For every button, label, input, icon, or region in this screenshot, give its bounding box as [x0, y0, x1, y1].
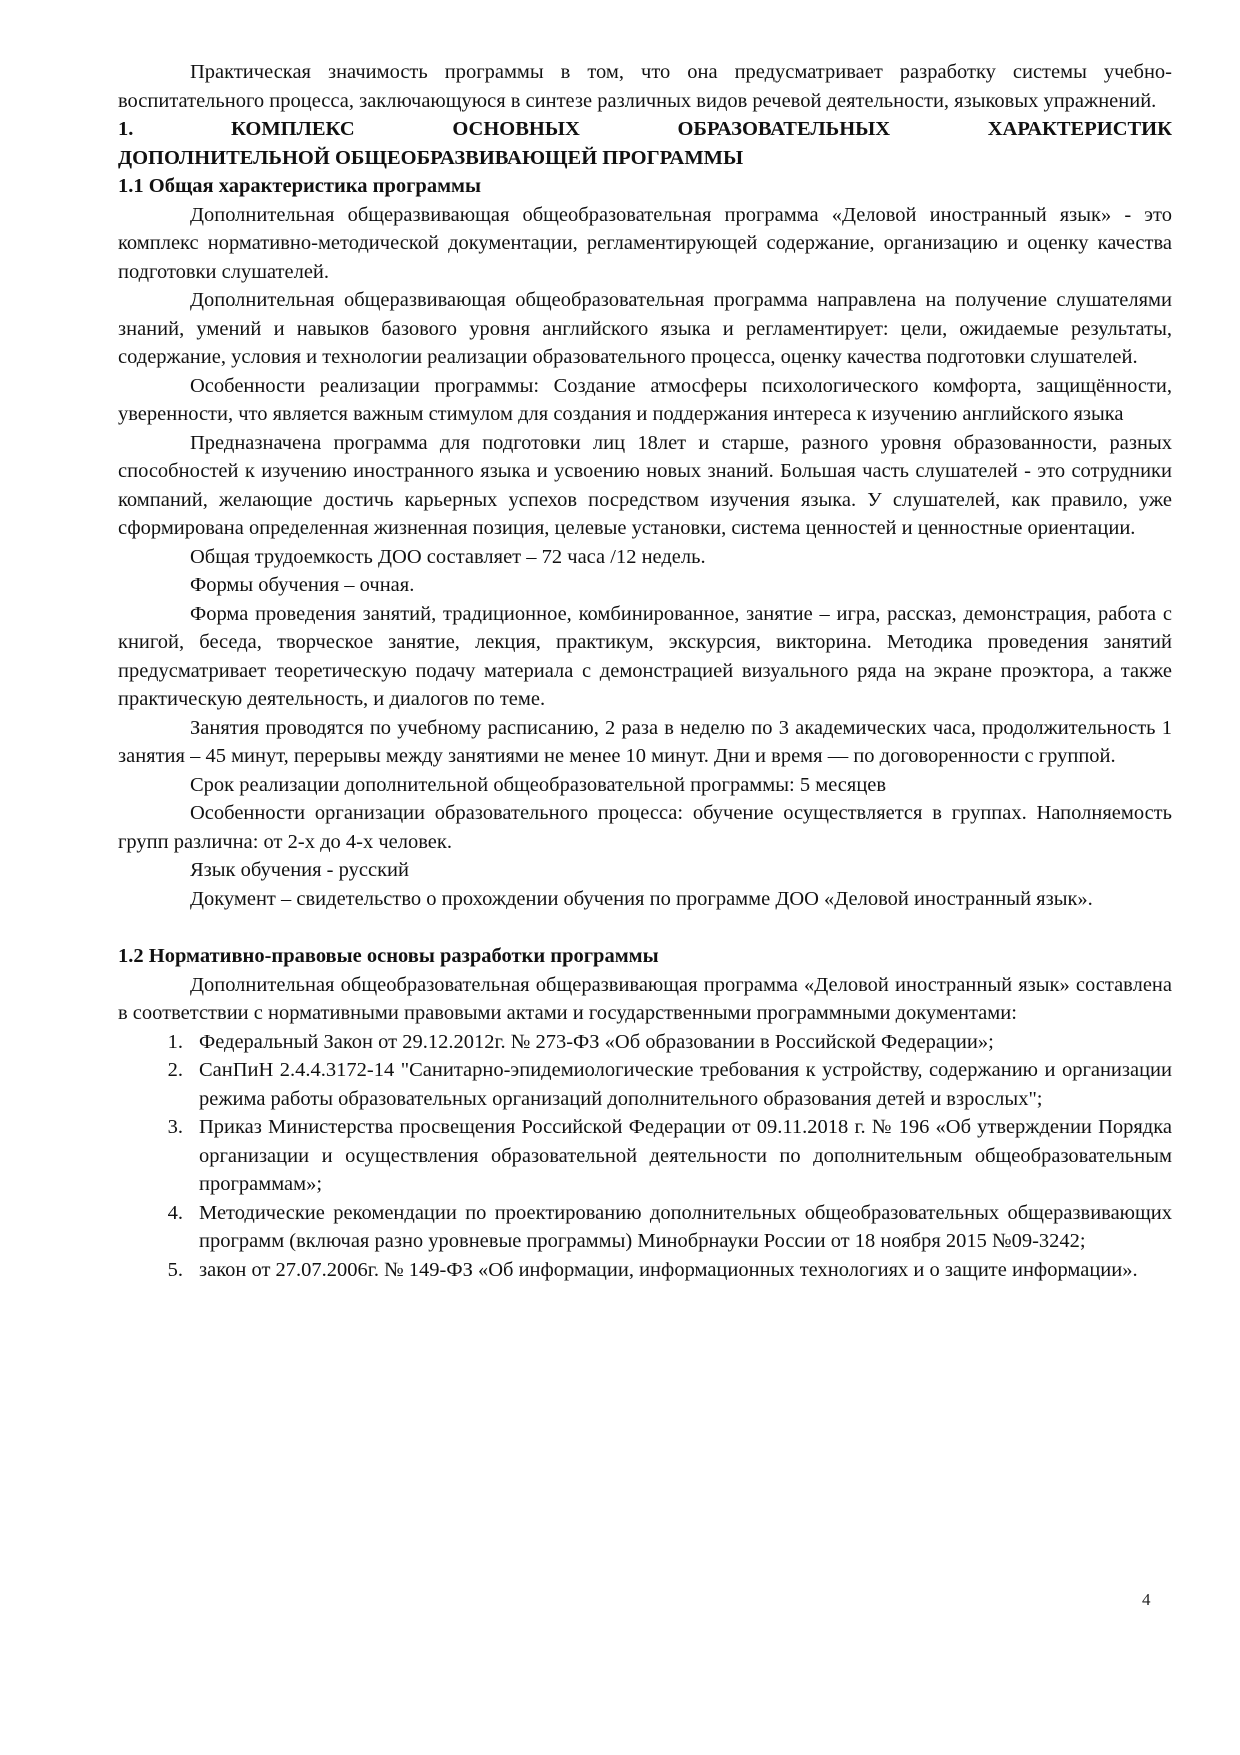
paragraph: Дополнительная общеразвивающая общеобразовательная программа направлена на получение слушателями знаний, умений и навыков базового уровня английского языка и регламентирует: цели, ожидаемые результаты, содержание, условия и технологии реализации образовательного процесса, оценку качества подготовки слушателей. [118, 289, 1172, 368]
section-1-title-line-2: ДОПОЛНИТЕЛЬНОЙ ОБЩЕОБРАЗВИВАЮЩЕЙ ПРОГРАММЫ [118, 146, 744, 169]
list-item-text: СанПиН 2.4.4.3172-14 "Санитарно-эпидемиологические требования к устройству, содержанию и организации режима работы образовательных организаций дополнительного образования детей и взрослых"; [199, 1059, 1172, 1110]
list-item-text: Приказ Министерства просвещения Российской Федерации от 09.11.2018 г. № 196 «Об утверждении Порядка организации и осуществления образовательной деятельности по дополнительным общеобразовательным программам»; [199, 1116, 1172, 1195]
list-item [118, 1028, 1172, 1057]
paragraph: Предназначена программа для подготовки лиц 18лет и старше, разного уровня образованности, разных способностей к изучению иностранного языка и усвоению новых знаний. Большая часть слушателей - это сотрудники компаний, желающие достичь карьерных успехов посредством изучения языка. У слушателей, как правило, уже сформирована определенная жизненная позиция, целевые установки, система ценностей и ценностные ориентации. [118, 431, 1172, 539]
section-spacer [118, 913, 1172, 942]
paragraph: Язык обучения - русский [190, 859, 409, 881]
legal-documents-list [118, 1028, 1172, 1285]
intro-paragraph: Практическая значимость программы в том, что она предусматривает разработку системы учебно-воспитательного процесса, заключающуюся в синтезе различных видов речевой деятельности, языковых упражнений. [118, 61, 1172, 112]
section-1-2-heading: 1.2 Нормативно-правовые основы разработки программы [118, 945, 659, 967]
list-item [118, 1113, 1172, 1199]
list-item-number: 2. [167, 1059, 183, 1081]
section-1-title-line-1: 1. КОМПЛЕКС ОСНОВНЫХ ОБРАЗОВАТЕЛЬНЫХ ХАРАКТЕРИСТИК [118, 118, 1172, 140]
list-item [118, 1199, 1172, 1256]
list-item [118, 1256, 1172, 1285]
list-item-number: 4. [167, 1201, 183, 1224]
section-1-1-heading: 1.1 Общая характеристика программы [118, 175, 482, 197]
list-item [118, 1056, 1172, 1113]
paragraph: Срок реализации дополнительной общеобразовательной программы: 5 месяцев [190, 773, 887, 796]
list-item-number: 5. [167, 1258, 183, 1281]
page-content [118, 58, 1172, 1284]
paragraph: Формы обучения – очная. [190, 574, 415, 596]
list-item-number: 1. [167, 1030, 183, 1053]
list-item-text: закон от 27.07.2006г. № 149-ФЗ «Об информации, информационных технологиях и о защите информации». [199, 1258, 1138, 1281]
page-number: 4 [1142, 1590, 1151, 1609]
paragraph: Общая трудоемкость ДОО составляет – 72 часа /12 недель. [190, 545, 706, 568]
paragraph: Документ – свидетельство о прохождении обучения по программе ДОО «Деловой иностранный язык». [190, 887, 1093, 910]
section-1-2-intro: Дополнительная общеобразовательная общеразвивающая программа «Деловой иностранный язык» составлена в соответствии с нормативными правовыми актами и государственными программными документами: [118, 973, 1172, 1024]
paragraph: Особенности реализации программы: Создание атмосферы психологического комфорта, защищённости, уверенности, что является важным стимулом для создания и поддержания интереса к изучению английского языка [118, 374, 1172, 425]
list-item-text: Методические рекомендации по проектированию дополнительных общеобразовательных общеразвивающих программ (включая разно уровневые программы) Минобрнауки России от 18 ноября 2015 №09-3242; [199, 1201, 1172, 1252]
paragraph: Особенности организации образовательного процесса: обучение осуществляется в группах. Наполняемость групп различна: от 2-х до 4-х человек. [118, 802, 1172, 853]
paragraph: Дополнительная общеразвивающая общеобразовательная программа «Деловой иностранный язык» - это комплекс нормативно-методической документации, регламентирующей содержание, организацию и оценку качества подготовки слушателей. [118, 203, 1172, 283]
paragraph: Занятия проводятся по учебному расписанию, 2 раза в неделю по 3 академических часа, продолжительность 1 занятия – 45 минут, перерывы между занятиями не менее 10 минут. Дни и время — по договоренности с группой. [118, 716, 1172, 767]
list-item-text: Федеральный Закон от 29.12.2012г. № 273-ФЗ «Об образовании в Российской Федерации»; [199, 1030, 994, 1053]
list-item-number: 3. [167, 1116, 183, 1138]
paragraph: Форма проведения занятий, традиционное, комбинированное, занятие – игра, рассказ, демонстрация, работа с книгой, беседа, творческое занятие, лекция, практикум, экскурсия, викторина. Методика проведения занятий предусматривает теоретическую подачу материала с демонстрацией визуального ряда на экране проэктора, а также практическую деятельность, и диалогов по теме. [118, 602, 1172, 710]
